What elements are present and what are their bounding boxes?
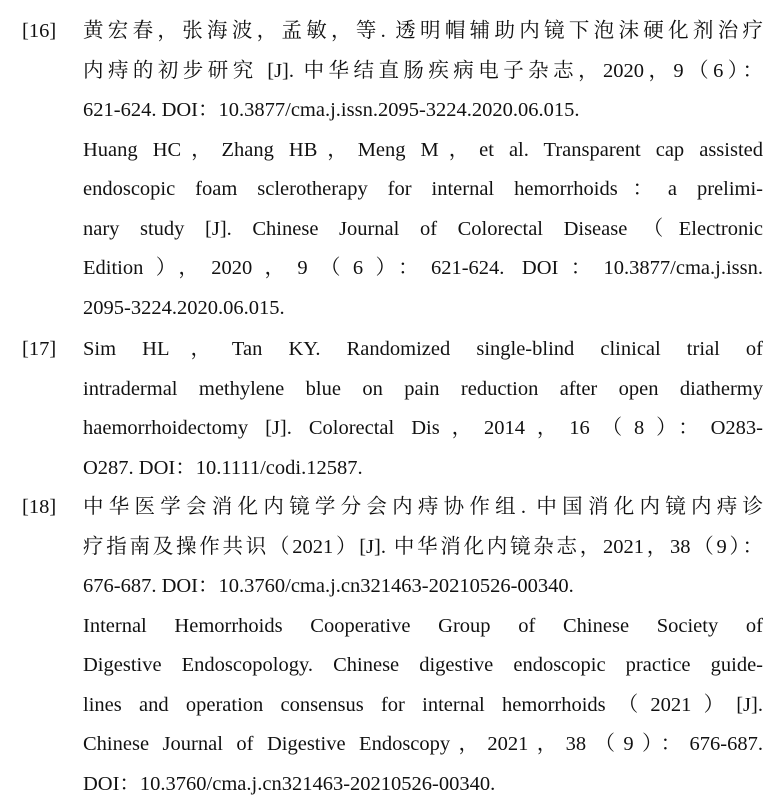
reference-line: 2095-3224.2020.06.015. (83, 296, 285, 319)
reference-line: Digestive Endoscopology. Chinese digestive endoscopic practice guide- (83, 654, 763, 676)
reference-line: endoscopic foam sclerotherapy for internal hemorrhoids：a prelimi- (83, 178, 763, 200)
reference-line: Sim HL，Tan KY. Randomized single-blind clinical trial of (83, 338, 763, 360)
reference-line: 676-687. DOI：10.3760/cma.j.cn321463-20210526-00340. (83, 575, 574, 597)
reference-number: [17] (22, 338, 57, 360)
reference-line: 中华医学会消化内镜学分会内痔协作组. 中国消化内镜内痔诊 (83, 496, 763, 518)
reference-line: haemorrhoidectomy [J]. Colorectal Dis，2014，16（8）：O283- (83, 417, 763, 439)
reference-line: Chinese Journal of Digestive Endoscopy，2021，38（9）：676-687. (83, 733, 763, 755)
reference-number: [18] (22, 496, 57, 518)
reference-number: [16] (22, 20, 57, 42)
reference-line: 621-624. DOI：10.3877/cma.j.issn.2095-3224.2020.06.015. (83, 99, 580, 121)
reference-text (83, 12, 763, 328)
reference-text (83, 488, 763, 804)
reference-line: DOI：10.3760/cma.j.cn321463-20210526-00340. (83, 772, 496, 795)
reference-text (83, 330, 763, 488)
reference-line: intradermal methylene blue on pain reduction after open diathermy (83, 377, 763, 400)
reference-line: 疗指南及操作共识（2021）[J]. 中华消化内镜杂志，2021，38（9）： (83, 535, 763, 558)
reference-line: lines and operation consensus for internal hemorrhoids（2021）[J]. (83, 693, 763, 716)
reference-line: O287. DOI：10.1111/codi.12587. (83, 456, 363, 479)
reference-line: 内痔的初步研究 [J]. 中华结直肠疾病电子杂志，2020，9（6）： (83, 59, 763, 82)
reference-line: nary study [J]. Chinese Journal of Colorectal Disease（Electronic (83, 217, 763, 240)
reference-line: Edition），2020，9（6）：621-624. DOI：10.3877/cma.j.issn. (83, 257, 763, 279)
reference-line: 黄宏春，张海波，孟敏，等. 透明帽辅助内镜下泡沫硬化剂治疗 (83, 20, 763, 42)
reference-line: Internal Hemorrhoids Cooperative Group of Chinese Society of (83, 614, 763, 637)
reference-line: Huang HC，Zhang HB，Meng M，et al. Transparent cap assisted (83, 138, 763, 161)
